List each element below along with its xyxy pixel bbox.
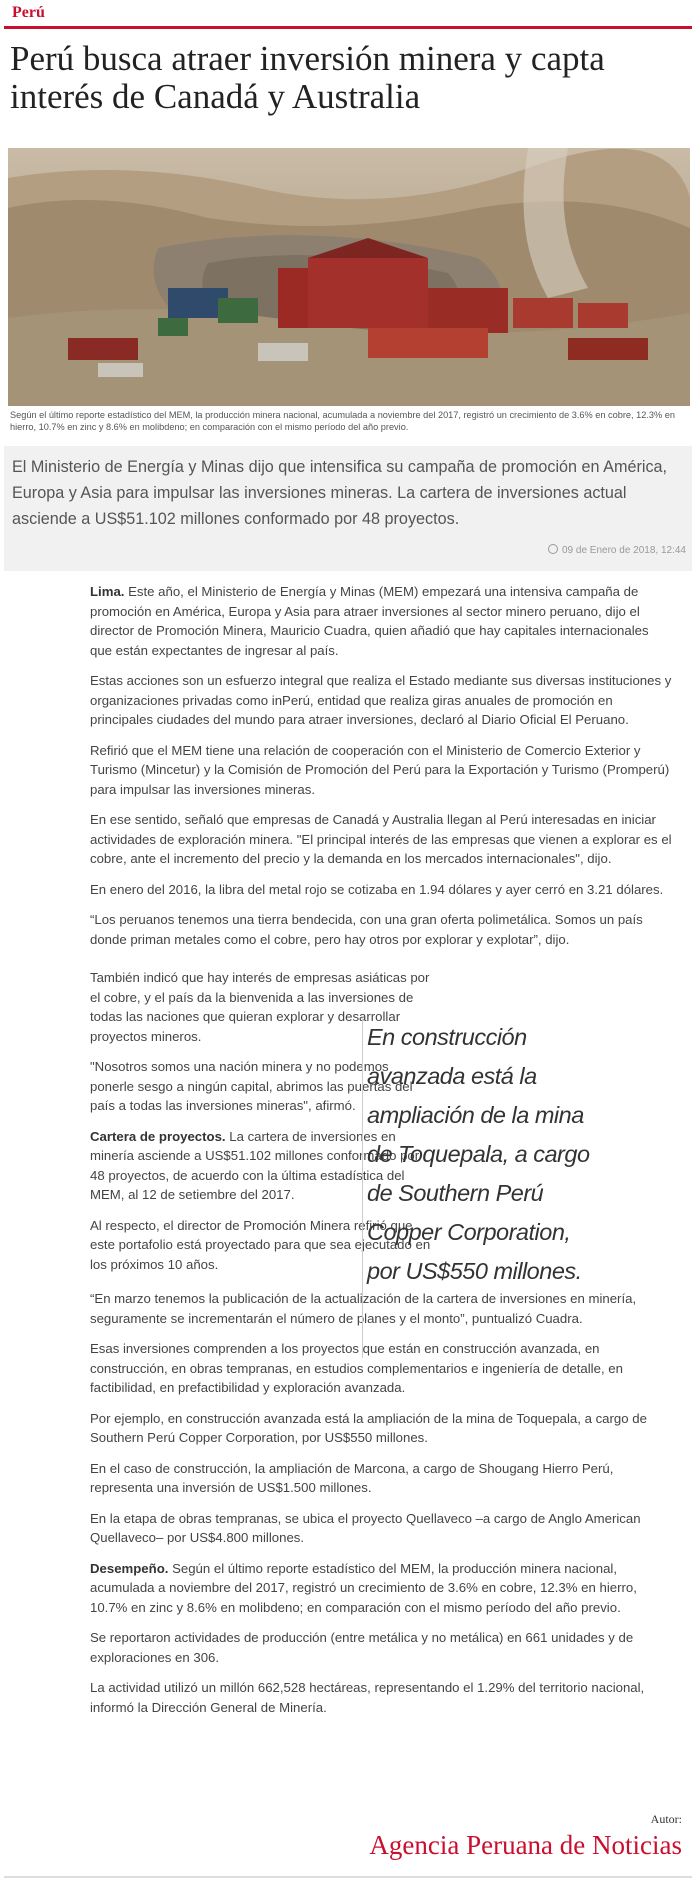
paragraph: “Los peruanos tenemos una tierra bendecida, con una gran oferta polimetálica. Somos un país donde priman metales como el cobre, pero hay otros por explorar y explotar”, dijo.: [90, 912, 643, 947]
paragraph: Estas acciones son un esfuerzo integral que realiza el Estado mediante sus diversas instituciones y organizaciones privadas como inPerú, entidad que realiza giras anuales de promoción en principales ciudades del mundo para atraer inversiones, declaró al Diario Oficial El Peruano.: [90, 673, 672, 727]
author-name[interactable]: Agencia Peruana de Noticias: [369, 1830, 682, 1860]
photo-caption: Según el último reporte estadístico del MEM, la producción minera nacional, acumulada a noviembre del 2017, registró un crecimiento de 3.6% en cobre, 12.3% en hierro, 10.7% en zinc y 8.6% en molibdeno; en comparación con el mismo período del año previo.: [10, 410, 675, 432]
paragraph: Desempeño. Según el último reporte estadístico del MEM, la producción minera nacional, acumulada a noviembre del 2017, registró un crecimiento de 3.6% en cobre, 12.3% en hierro, 10.7% en zinc y 8.6% en molibdeno; en comparación con el mismo período del año previo.: [90, 1560, 637, 1615]
lead-box: [4, 446, 692, 571]
publish-date-text: 09 de Enero de 2018, 12:44: [562, 545, 686, 556]
paragraph-lead: Cartera de proyectos.: [90, 1128, 226, 1144]
paragraph: También indicó que hay interés de empresas asiáticas por el cobre, y el país da la bienvenida a las inversiones de todas las naciones que quieran explorar y desarrollar proyectos mineros.: [90, 970, 430, 1044]
paragraph: “En marzo tenemos la publicación de la actualización de la cartera de inversiones en minería, seguramente se incrementarán el número de planes y el monto”, puntualizó Cuadra.: [90, 1291, 637, 1326]
article-headline: Perú busca atraer inversión minera y capta interés de Canadá y Australia: [10, 39, 605, 116]
pull-quote: [362, 1018, 591, 1358]
paragraph: Se reportaron actividades de producción (entre metálica y no metálica) en 661 unidades y de exploraciones en 306.: [90, 1630, 634, 1665]
paragraph: "Nosotros somos una nación minera y no podemos ponerle sesgo a ningún capital, abrimos las puertas del país a todas las inversiones mineras", afirmó.: [90, 1059, 413, 1113]
paragraph: Cartera de proyectos. La cartera de inversiones en minería asciende a US$51.102 millones conformado por 48 proyectos, de acuerdo con la última estadística del MEM, al 12 de setiembre del 2017.: [90, 1128, 420, 1202]
paragraph: Lima. Este año, el Ministerio de Energía y Minas (MEM) empezará una intensiva campaña de promoción en América, Europa y Asia para atraer inversiones al sector minero peruano, dijo el director de Promoción Minera, Mauricio Cuadra, quien añadió que hay capitales internacionales que están expectantes de ingresar al país.: [90, 584, 649, 658]
section-label[interactable]: Perú: [12, 4, 45, 21]
pull-quote-text: En construcción avanzada está la ampliación de la mina de Toquepala, a cargo de Southern Perú Copper Corporation, por US$550 millones.: [367, 1024, 590, 1284]
footer-divider: [4, 1876, 692, 1878]
section-divider: [4, 26, 692, 29]
article-page: [4, 0, 692, 1895]
paragraph: La actividad utilizó un millón 662,528 hectáreas, representando el 1.29% del territorio nacional, informó la Dirección General de Minería.: [90, 1680, 645, 1715]
paragraph: Al respecto, el director de Promoción Minera refirió que este portafolio está proyectado para que sea ejecutado en los próximos 10 años.: [90, 1217, 431, 1272]
paragraph: En el caso de construcción, la ampliación de Marcona, a cargo de Shougang Hierro Perú, representa una inversión de US$1.500 millones.: [90, 1460, 614, 1495]
paragraph: En la etapa de obras tempranas, se ubica el proyecto Quellaveco –a cargo de Anglo American Quellaveco– por US$4.800 millones.: [90, 1510, 641, 1545]
paragraph: En ese sentido, señaló que empresas de Canadá y Australia llegan al Perú interesadas en iniciar actividades de exploración minera. "El principal interés de las empresas que vienen a explorar es el cobre, ante el incremento del precio y la demanda en los mercados internacionales", dijo.: [90, 812, 672, 866]
paragraph-lead: Lima.: [90, 584, 125, 599]
mine-photo-illustration: [8, 148, 690, 406]
author-label: Autor:: [650, 1812, 682, 1826]
clock-icon: [548, 544, 558, 554]
publish-date: [548, 544, 686, 556]
article-lead: El Ministerio de Energía y Minas dijo que intensifica su campaña de promoción en América, Europa y Asia para impulsar las inversiones mineras. La cartera de inversiones actual asciende a US$51.102 millones conformado por 48 proyectos.: [12, 458, 668, 528]
paragraph: Refirió que el MEM tiene una relación de cooperación con el Ministerio de Comercio Exterior y Turismo (Mincetur) y la Comisión de Promoción del Perú para la Exportación y Turismo (Promperú) para impulsar las inversiones mineras.: [90, 742, 670, 797]
paragraph-lead: Desempeño.: [90, 1560, 169, 1576]
article-photo: [8, 148, 690, 406]
paragraph: Esas inversiones comprenden a los proyectos que están en construcción avanzada, en construcción, en obras tempranas, en estudios complementarios e ingeniería de detalle, en factibilidad, en prefactibilidad y exploración avanzada.: [90, 1341, 623, 1395]
paragraph: En enero del 2016, la libra del metal rojo se cotizaba en 1.94 dólares y ayer cerró en 3.21 dólares.: [90, 881, 664, 897]
paragraph: Por ejemplo, en construcción avanzada está la ampliación de la mina de Toquepala, a cargo de Southern Perú Copper Corporation, por US$550 millones.: [90, 1410, 647, 1445]
